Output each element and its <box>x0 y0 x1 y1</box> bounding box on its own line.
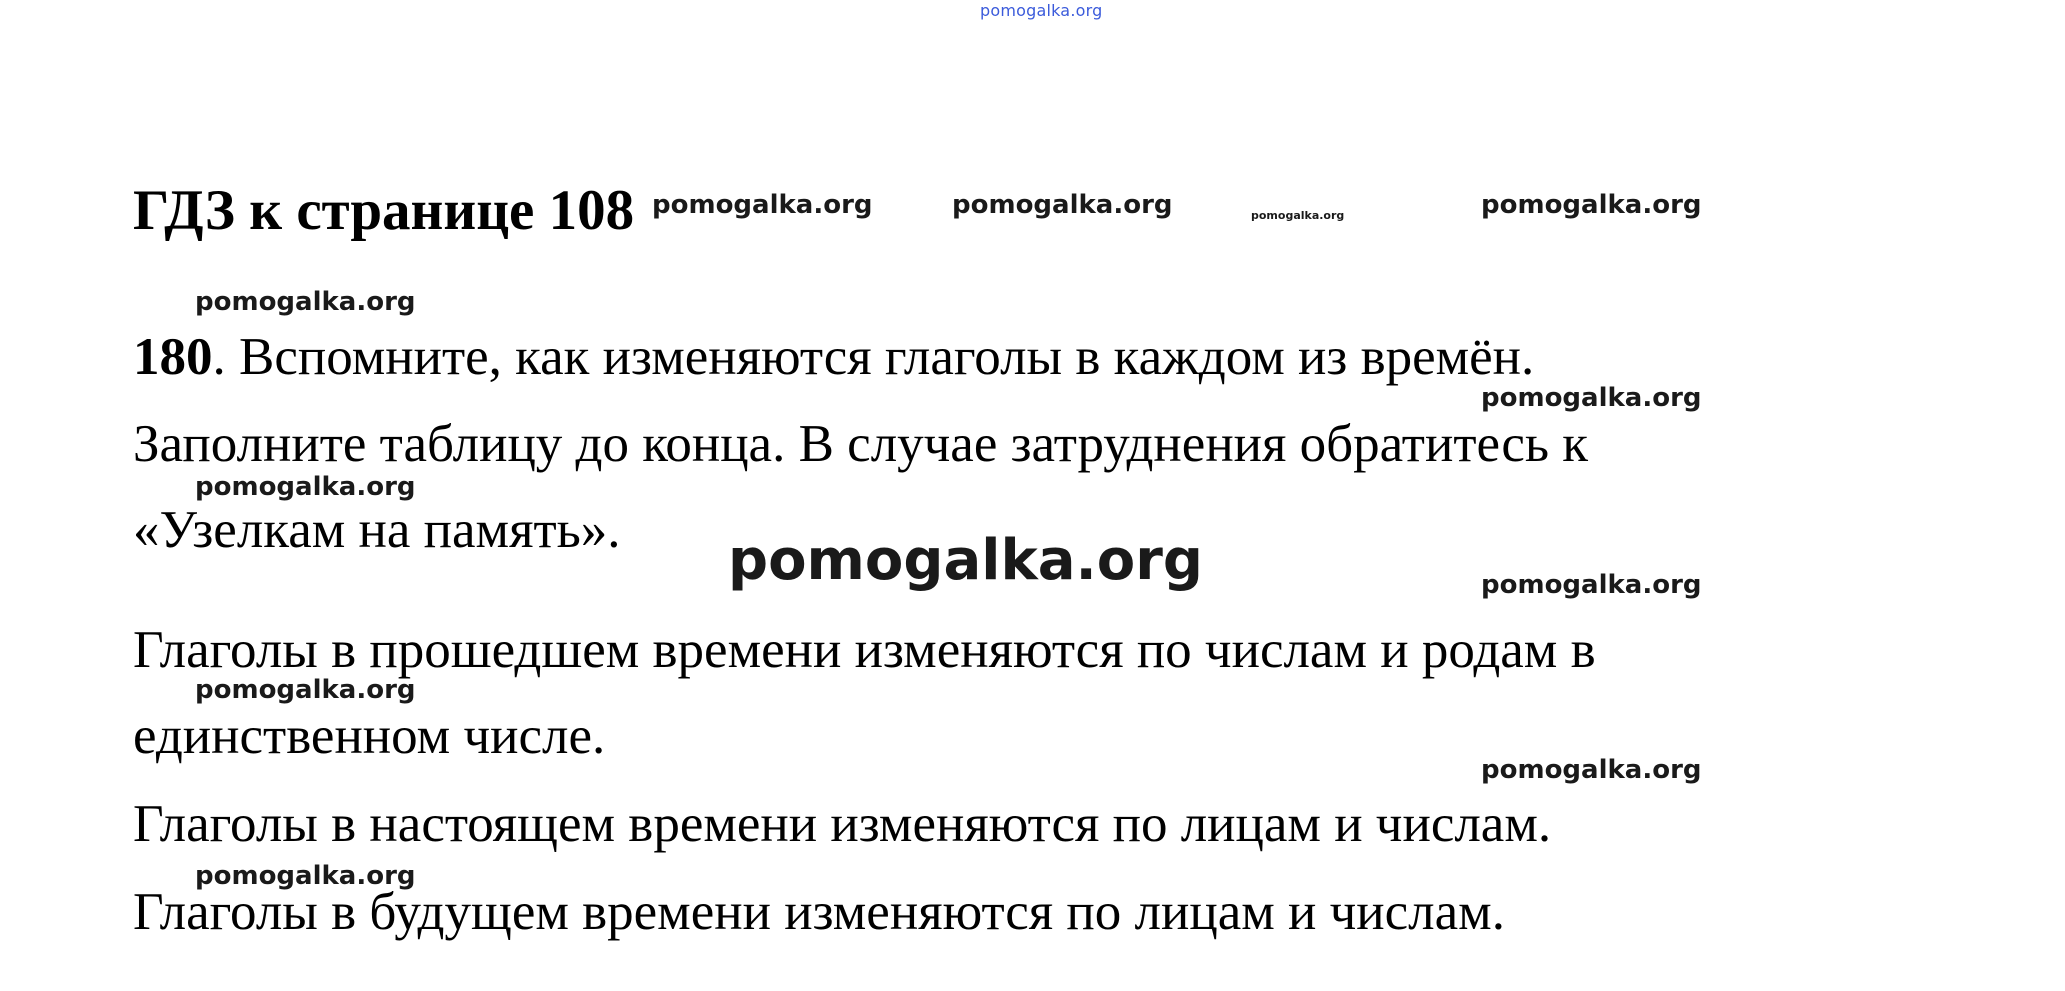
answer-line-2: единственном числе. <box>133 707 606 765</box>
watermark: pomogalka.org <box>1251 209 1345 222</box>
watermark: pomogalka.org <box>1481 383 1702 413</box>
watermark: pomogalka.org <box>195 287 416 317</box>
task-line-1 <box>133 327 1534 388</box>
watermark: pomogalka.org <box>952 190 1173 220</box>
watermark: pomogalka.org <box>1481 190 1702 220</box>
site-link[interactable]: pomogalka.org <box>980 1 1103 20</box>
task-line-3: «Узелкам на память». <box>133 501 621 559</box>
answer-line-3: Глаголы в настоящем времени изменяются по лицам и числам. <box>133 795 1552 853</box>
watermark: pomogalka.org <box>1481 570 1702 600</box>
watermark: pomogalka.org <box>195 861 416 891</box>
task-line-2: Заполните таблицу до конца. В случае затруднения обратитесь к <box>133 415 1589 473</box>
answer-line-4: Глаголы в будущем времени изменяются по лицам и числам. <box>133 883 1505 941</box>
answer-line-1: Глаголы в прошедшем времени изменяются по числам и родам в <box>133 621 1596 679</box>
task-number: 180 <box>133 328 213 386</box>
watermark: pomogalka.org <box>728 528 1203 593</box>
page-heading: ГДЗ к странице 108 <box>133 179 635 242</box>
watermark: pomogalka.org <box>652 190 873 220</box>
task-text-1: . Вспомните, как изменяются глаголы в каждом из времён. <box>212 328 1535 386</box>
watermark: pomogalka.org <box>195 675 416 705</box>
watermark: pomogalka.org <box>195 472 416 502</box>
watermark: pomogalka.org <box>1481 755 1702 785</box>
